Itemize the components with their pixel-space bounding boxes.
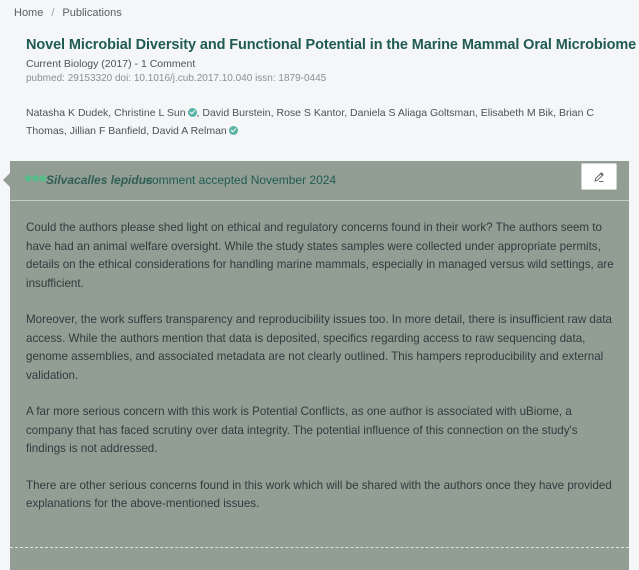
authors-rest: , David Burstein, Rose S Kantor, Daniela S Aliaga Goltsman, Elisabeth M Bik, Brian C Thomas, Jillian F Banfield, David A Relman (26, 107, 594, 137)
comment-status: comment accepted November 2024 (146, 173, 337, 187)
comment-header (10, 161, 629, 201)
breadcrumb (14, 7, 122, 19)
edit-comment-button[interactable] (581, 163, 617, 190)
authors-first: Natasha K Dudek, Christine L Sun (26, 107, 186, 119)
verified-check-icon (188, 108, 197, 117)
author-list (26, 104, 630, 140)
commenter-name[interactable]: Silvacalles lepidus (46, 173, 153, 187)
verified-check-icon (229, 126, 238, 135)
breadcrumb-home-link[interactable]: Home (14, 7, 44, 19)
comment-paragraph: There are other serious concerns found in this work which will be shared with the authors once they have provided explanations for the above-mentioned issues. (26, 478, 612, 510)
comment-footer-divider (10, 547, 629, 548)
bug-icon: ✱✱✱ (24, 174, 47, 185)
comment-paragraph: Could the authors please shed light on ethical and regulatory concerns found in their work? The authors seem to have had an animal welfare oversight. While the study states samples were collected under appropriate permits, details on the ethical considerations for handling marine mammals, especially in managed versus wild settings, are insufficient. (26, 221, 614, 290)
pencil-icon (593, 171, 605, 183)
comment-paragraph: Moreover, the work suffers transparency and reproducibility issues too. In more detail, there is insufficient raw data access. While the authors mention that data is deposited, specifics regarding access to raw sequencing data, genome assemblies, and associated metadata are not clearly outlined. This hampers reproducibility and external validation. (26, 313, 612, 382)
breadcrumb-current: Publications (62, 7, 122, 19)
breadcrumb-separator: / (51, 7, 55, 19)
publication-journal: Current Biology (2017) - 1 Comment (26, 58, 196, 70)
comment-pointer (3, 173, 10, 187)
publication-title[interactable]: Novel Microbial Diversity and Functional Potential in the Marine Mammal Oral Microbiome (26, 37, 637, 53)
comment-paragraph: A far more serious concern with this work is Potential Conflicts, as one author is associated with uBiome, a company that has faced scrutiny over data integrity. The potential influence of this connection on the study's findings is not addressed. (26, 405, 578, 455)
publication-identifiers: pubmed: 29153320 doi: 10.1016/j.cub.2017.10.040 issn: 1879-0445 (26, 73, 327, 84)
comment-body (26, 219, 614, 532)
comment-card (10, 161, 629, 570)
